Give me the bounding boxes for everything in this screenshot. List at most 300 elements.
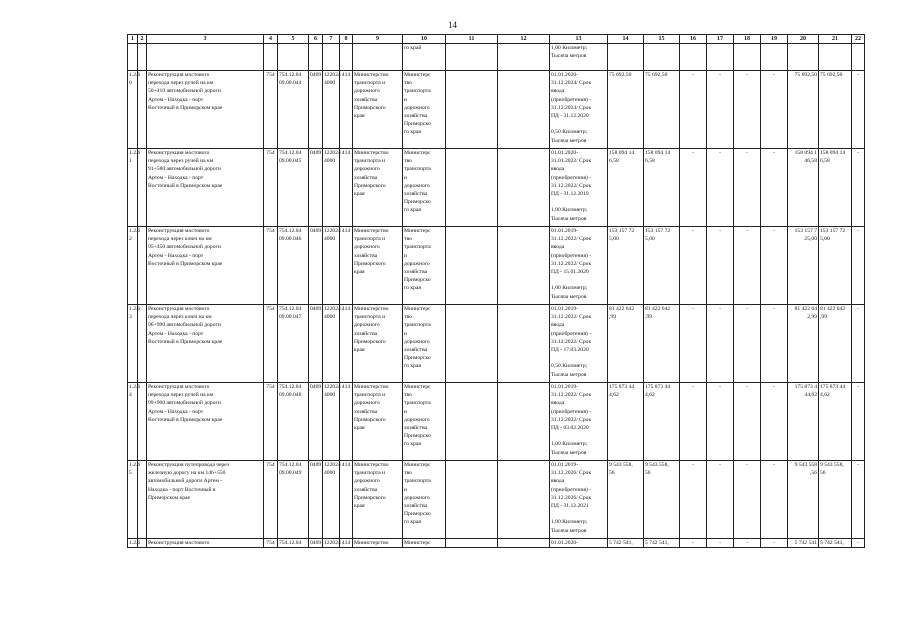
table-row xyxy=(128,305,865,383)
cell-text: 31.12.2022/ Срок xyxy=(551,182,592,189)
cell-text: 25,00 xyxy=(804,236,817,243)
cell-text: Восточный в Приморском крае xyxy=(148,182,223,189)
cell-text: 31.12.2024/ Срок xyxy=(551,104,592,111)
cell-text: 01.01.2020- xyxy=(551,540,579,546)
cell-col-6 xyxy=(309,539,323,548)
cell-text: транспорта xyxy=(404,478,431,485)
cell-text: - xyxy=(719,72,721,78)
cell-col-9 xyxy=(353,227,403,305)
cell-col-12 xyxy=(498,305,550,383)
cell-text: 75 692,50 xyxy=(645,72,668,78)
cell-text: ПД - 15.01.2020 xyxy=(551,269,589,276)
table-row xyxy=(128,383,865,461)
cell-col-8 xyxy=(340,383,353,461)
cell-text: 1.2.6 xyxy=(129,306,141,312)
cell-text: Министерство xyxy=(354,540,389,546)
cell-text: 75 692,50 xyxy=(820,72,843,78)
cell-text: Приморского xyxy=(354,260,386,267)
cell-text: 754.12.04 xyxy=(279,150,302,156)
cell-col-2 xyxy=(138,149,147,227)
cell-col-3 xyxy=(147,44,264,71)
cell-text: и xyxy=(404,408,407,415)
cell-text: - xyxy=(719,384,721,390)
cell-text: Приморско xyxy=(404,277,431,284)
cell-col-3 xyxy=(147,539,264,548)
cell-text: тво xyxy=(404,314,412,321)
cell-col-19 xyxy=(761,227,788,305)
cell-text: хозяйства xyxy=(404,113,428,120)
cell-col-5 xyxy=(278,149,309,227)
cell-text: 158 094 1 xyxy=(794,150,817,156)
cell-col-18 xyxy=(734,44,761,71)
cell-col-14 xyxy=(608,149,644,227)
cell-text: Реконструкция мостового xyxy=(148,150,210,156)
cell-text: 122024 xyxy=(324,462,341,468)
cell-text: 153 157 72 xyxy=(820,228,846,234)
cell-text: 91+580 автомобильной дороги xyxy=(148,166,221,173)
cell-text: 153 157 72 xyxy=(609,228,635,234)
cell-col-11 xyxy=(446,383,498,461)
cell-text: Реконструкция мостового xyxy=(148,540,210,546)
cell-text: 158 094 14 xyxy=(609,150,635,156)
cell-col-15 xyxy=(644,149,680,227)
cell-text: Артем - Находка - порт xyxy=(148,174,204,181)
cell-text: транспорта xyxy=(404,400,431,407)
cell-text: го края xyxy=(404,441,421,448)
program-table xyxy=(127,34,865,548)
cell-col-10 xyxy=(403,44,446,71)
cell-text: и xyxy=(404,486,407,493)
cell-text: ПД - 03.02.2020 xyxy=(551,425,589,432)
cell-text: транспорта и xyxy=(354,314,386,321)
cell-text: 09.00.046 xyxy=(279,236,302,243)
cell-col-7 xyxy=(323,44,340,71)
cell-text: Тысяча метров xyxy=(551,293,587,300)
cell-text: - xyxy=(857,228,859,234)
cell-col-14 xyxy=(608,44,644,71)
column-header-8: 8 xyxy=(340,35,353,44)
cell-col-19 xyxy=(761,149,788,227)
cell-col-7 xyxy=(323,305,340,383)
cell-text: (приобретения) - xyxy=(551,486,592,493)
cell-text: 01.01.2019- xyxy=(551,462,579,468)
cell-text: 4,62 xyxy=(645,392,655,399)
cell-text: Тысяча метров xyxy=(551,53,587,60)
cell-col-7 xyxy=(323,383,340,461)
cell-col-16 xyxy=(680,461,707,539)
cell-col-22 xyxy=(852,383,865,461)
cell-text: 1.2.6 xyxy=(129,150,141,156)
cell-col-5 xyxy=(278,71,309,149)
cell-col-21 xyxy=(819,383,852,461)
cell-text xyxy=(551,354,606,362)
cell-text: 31.12.2026/ Срок xyxy=(551,494,592,501)
cell-text: 122024 xyxy=(324,540,341,546)
cell-col-14 xyxy=(608,71,644,149)
cell-text: 754.12.04 xyxy=(279,228,302,234)
cell-text: ,99 xyxy=(645,314,652,321)
cell-text: транспорта xyxy=(404,244,431,251)
cell-col-1 xyxy=(128,539,141,548)
cell-text: ввода xyxy=(551,166,565,173)
cell-text: - xyxy=(746,306,748,312)
cell-text: 1 xyxy=(129,158,132,165)
cell-col-22 xyxy=(852,539,865,548)
cell-text: 1,00 Километр; xyxy=(551,45,588,51)
cell-text: 1,00 Километр; xyxy=(551,519,588,526)
cell-col-9 xyxy=(353,539,403,548)
cell-col-6 xyxy=(309,44,323,71)
cell-col-22 xyxy=(852,305,865,383)
cell-text: и xyxy=(404,174,407,181)
cell-text: 0 xyxy=(129,80,132,87)
cell-text: - xyxy=(773,462,775,468)
cell-col-6 xyxy=(309,461,323,539)
cell-text: ввода xyxy=(551,88,565,95)
cell-col-20 xyxy=(788,149,819,227)
cell-col-17 xyxy=(707,461,734,539)
cell-col-20 xyxy=(788,383,819,461)
cell-text: 158 094 14 xyxy=(645,150,671,156)
cell-col-16 xyxy=(680,71,707,149)
cell-text: дорожного xyxy=(354,322,380,329)
cell-col-8 xyxy=(340,227,353,305)
cell-col-9 xyxy=(353,44,403,71)
cell-text: перехода через ключ на км xyxy=(148,236,212,243)
cell-text: 09.00.045 xyxy=(279,158,302,165)
cell-text: Министерство xyxy=(354,462,389,468)
cell-text: и xyxy=(404,96,407,103)
cell-col-15 xyxy=(644,539,680,548)
cell-text: Приморско xyxy=(404,433,431,440)
cell-col-17 xyxy=(707,71,734,149)
cell-text: 1.2.6 xyxy=(129,540,141,546)
cell-text: 0409 xyxy=(310,462,322,468)
cell-text: 754 xyxy=(266,462,275,468)
column-header-9: 9 xyxy=(353,35,403,44)
cell-text: перехода через ручей на км xyxy=(148,392,214,399)
cell-text: Министерство xyxy=(354,72,389,78)
cell-text: дорожного xyxy=(404,104,430,111)
cell-text: 31.12.2022/ Срок xyxy=(551,236,592,243)
cell-text: 0409 xyxy=(310,306,322,312)
cell-text: 5,00 xyxy=(820,236,830,243)
cell-col-11 xyxy=(446,71,498,149)
cell-text: ПД - 31.12.2021 xyxy=(551,503,589,510)
cell-text: (приобретения) - xyxy=(551,96,592,103)
cell-col-14 xyxy=(608,539,644,548)
cell-text: транспорта xyxy=(404,322,431,329)
cell-col-12 xyxy=(498,461,550,539)
cell-col-4 xyxy=(264,539,278,548)
cell-text: 153 157 72 xyxy=(645,228,671,234)
cell-col-21 xyxy=(819,461,852,539)
cell-col-21 xyxy=(819,44,852,71)
cell-col-6 xyxy=(309,71,323,149)
cell-text: 0,50 Километр; xyxy=(551,363,588,370)
cell-text: - xyxy=(857,384,859,390)
cell-col-22 xyxy=(852,71,865,149)
cell-code xyxy=(128,71,141,149)
cell-col-9 xyxy=(353,305,403,383)
cell-code xyxy=(128,305,141,383)
cell-col-13 xyxy=(550,539,608,548)
cell-text: Артем - Находка - порт xyxy=(148,330,204,337)
cell-text: 754.12.04 xyxy=(279,384,302,390)
cell-text: Министерс xyxy=(404,540,431,546)
cell-text xyxy=(551,510,606,518)
cell-col-19 xyxy=(761,461,788,539)
cell-text: 4000 xyxy=(324,314,336,321)
cell-text: 5 xyxy=(129,470,132,477)
header-row xyxy=(128,35,865,44)
column-header-2: 2 xyxy=(138,35,147,44)
cell-text: транспорта и xyxy=(354,392,386,399)
cell-col-17 xyxy=(707,383,734,461)
cell-text: Приморского xyxy=(354,416,386,423)
cell-text: 31.12.2022/ Срок xyxy=(551,392,592,399)
cell-col-20 xyxy=(788,539,819,548)
cell-col-11 xyxy=(446,149,498,227)
cell-text: Восточный в Приморском крае xyxy=(148,338,223,345)
cell-text: - xyxy=(773,150,775,156)
cell-text: 6,58 xyxy=(609,158,619,165)
cell-col-19 xyxy=(761,539,788,548)
cell-col-19 xyxy=(761,305,788,383)
cell-col-4 xyxy=(264,44,278,71)
cell-col-10 xyxy=(403,227,446,305)
cell-code xyxy=(128,383,141,461)
cell-col-14 xyxy=(608,227,644,305)
cell-text: хозяйства xyxy=(404,347,428,354)
column-header-13: 13 xyxy=(550,35,608,44)
column-header-3: 3 xyxy=(147,35,264,44)
cell-text: Министерство xyxy=(354,306,389,312)
cell-text: Министерс xyxy=(404,72,431,78)
cell-text: Министерство xyxy=(354,150,389,156)
cell-text: (приобретения) - xyxy=(551,330,592,337)
cell-text: 414 xyxy=(341,384,351,390)
cell-text: хозяйства xyxy=(404,425,428,432)
cell-text: 4,62 xyxy=(820,392,830,399)
cell-text: 158 094 14 xyxy=(820,150,846,156)
cell-text: хозяйства xyxy=(354,252,378,259)
cell-col-21 xyxy=(819,71,852,149)
cell-text: 09.00.044 xyxy=(279,80,302,87)
cell-text: - xyxy=(773,72,775,78)
cell-text: 5 742 541, xyxy=(609,540,633,546)
cell-text: 56 xyxy=(645,470,651,477)
cell-col-13 xyxy=(550,149,608,227)
cell-col-11 xyxy=(446,44,498,71)
cell-text: Артем - Находка - порт xyxy=(148,408,204,415)
cell-col-5 xyxy=(278,383,309,461)
cell-text: Реконструкция мостового xyxy=(148,72,210,78)
cell-col-6 xyxy=(309,305,323,383)
cell-text: хозяйства xyxy=(354,330,378,337)
cell-text: 4000 xyxy=(324,236,336,243)
cell-col-12 xyxy=(498,71,550,149)
cell-col-19 xyxy=(761,44,788,71)
cell-text: 81 422 64 xyxy=(794,306,817,312)
cell-text: 81 422 642 xyxy=(820,306,846,312)
column-header-14: 14 xyxy=(608,35,644,44)
cell-text: Министерс xyxy=(404,150,431,156)
column-header-11: 11 xyxy=(446,35,498,44)
cell-col-15 xyxy=(644,71,680,149)
cell-col-10 xyxy=(403,71,446,149)
cell-text xyxy=(551,198,606,206)
cell-text: 2 xyxy=(129,236,132,243)
cell-text: - xyxy=(773,384,775,390)
cell-col-5 xyxy=(278,539,309,548)
cell-text: 01.01.2019- xyxy=(551,384,579,390)
cell-text: 122024 xyxy=(324,228,341,234)
cell-col-2 xyxy=(138,44,147,71)
column-header-7: 7 xyxy=(323,35,340,44)
cell-text: 75 692,50 xyxy=(794,72,817,78)
cell-text: дорожного xyxy=(354,400,380,407)
cell-text: 56 xyxy=(820,470,826,477)
cell-text: ввода xyxy=(551,478,565,485)
cell-text: края xyxy=(354,269,365,276)
cell-col-12 xyxy=(498,227,550,305)
cell-col-10 xyxy=(403,149,446,227)
cell-text: 754.12.04 xyxy=(279,306,302,312)
cell-text: дорожного xyxy=(354,88,380,95)
cell-text: 09.00.048 xyxy=(279,392,302,399)
cell-col-11 xyxy=(446,539,498,548)
cell-text: 09.00.047 xyxy=(279,314,302,321)
cell-text: ПД - 31.12.2020 xyxy=(551,113,589,120)
cell-col-5 xyxy=(278,461,309,539)
table-row xyxy=(128,227,865,305)
cell-name xyxy=(147,71,264,149)
cell-text: 175 873 4 xyxy=(794,384,817,390)
cell-text: Восточный в Приморском крае xyxy=(148,104,223,111)
cell-text: хозяйства xyxy=(354,174,378,181)
cell-text: - xyxy=(857,540,859,546)
cell-col-8 xyxy=(340,44,353,71)
cell-text: ввода xyxy=(551,400,565,407)
cell-text: тво xyxy=(404,392,412,399)
cell-text: Приморско xyxy=(404,199,431,206)
cell-text: 4,62 xyxy=(609,392,619,399)
cell-col-6 xyxy=(309,149,323,227)
cell-text: 01.01.2019- xyxy=(551,306,579,312)
cell-text: - xyxy=(692,150,694,156)
cell-text: 95+450 автомобильной дороги xyxy=(148,244,221,251)
cell-col-20 xyxy=(788,71,819,149)
cell-text: 75 692,50 xyxy=(609,72,632,78)
cell-col-12 xyxy=(498,149,550,227)
cell-text: 754.12.04 xyxy=(279,462,302,468)
cell-text: Приморско xyxy=(404,121,431,128)
cell-col-16 xyxy=(680,149,707,227)
cell-text: дорожного xyxy=(404,416,430,423)
cell-col-21 xyxy=(819,305,852,383)
cell-text: дорожного xyxy=(404,182,430,189)
cell-text: хозяйства xyxy=(354,96,378,103)
cell-text: Министерс xyxy=(404,384,431,390)
cell-col-22 xyxy=(852,44,865,71)
cell-col-8 xyxy=(340,149,353,227)
cell-text: 122024 xyxy=(324,384,341,390)
cell-text: 9 543 558 xyxy=(794,462,817,468)
cell-col-20 xyxy=(788,305,819,383)
cell-col-16 xyxy=(680,539,707,548)
cell-col-11 xyxy=(446,461,498,539)
cell-text: хозяйства xyxy=(354,408,378,415)
cell-text: 122024 xyxy=(324,72,341,78)
cell-text: - xyxy=(773,228,775,234)
cell-col-19 xyxy=(761,71,788,149)
cell-text: хозяйства xyxy=(404,503,428,510)
cell-text: - xyxy=(857,462,859,468)
table-row xyxy=(128,461,865,539)
cell-text: - xyxy=(719,462,721,468)
cell-col-17 xyxy=(707,539,734,548)
cell-text: 0409 xyxy=(310,540,322,546)
cell-text: 175 873 44 xyxy=(645,384,671,390)
cell-text: - xyxy=(746,150,748,156)
cell-col-22 xyxy=(852,227,865,305)
cell-text: - xyxy=(692,462,694,468)
cell-col-16 xyxy=(680,383,707,461)
cell-text: Тысяча метров xyxy=(551,215,587,222)
cell-text: - xyxy=(719,228,721,234)
cell-text: 4000 xyxy=(324,470,336,477)
cell-col-5 xyxy=(278,227,309,305)
cell-text: перехода через ручей на км xyxy=(148,158,214,165)
cell-text: транспорта и xyxy=(354,236,386,243)
cell-text: тво xyxy=(404,80,412,87)
cell-text: - xyxy=(692,306,694,312)
cell-code xyxy=(128,227,141,305)
cell-text: транспорта и xyxy=(354,470,386,477)
cell-text: 0,50 Километр; xyxy=(551,129,588,136)
cell-text: транспорта и xyxy=(354,158,386,165)
cell-text: Тысяча метров xyxy=(551,137,587,144)
column-header-15: 15 xyxy=(644,35,680,44)
column-header-12: 12 xyxy=(498,35,550,44)
cell-col-2 xyxy=(138,71,147,149)
cell-text: 31.12.2024/ Срок xyxy=(551,80,592,87)
cell-col-15 xyxy=(644,227,680,305)
cell-text: 5 742 541, xyxy=(645,540,669,546)
cell-text: - xyxy=(773,306,775,312)
cell-text: тво xyxy=(404,236,412,243)
cell-text: 46,58 xyxy=(804,158,817,165)
cell-text: - xyxy=(692,228,694,234)
column-header-4: 4 xyxy=(264,35,278,44)
cell-text: дорожного xyxy=(354,166,380,173)
cell-text: ,99 xyxy=(820,314,827,321)
cell-text: края xyxy=(354,425,365,432)
cell-col-2 xyxy=(138,227,147,305)
cell-text: 0409 xyxy=(310,228,322,234)
cell-text: края xyxy=(354,503,365,510)
cell-text: хозяйства xyxy=(404,191,428,198)
cell-text xyxy=(551,432,606,440)
cell-text: тво xyxy=(404,470,412,477)
cell-text: 31.12.2026/ Срок xyxy=(551,470,592,477)
cell-col-7 xyxy=(323,71,340,149)
cell-text: 3 xyxy=(129,314,132,321)
cell-col-16 xyxy=(680,227,707,305)
cell-text: ,99 xyxy=(609,314,616,321)
cell-name xyxy=(147,461,264,539)
